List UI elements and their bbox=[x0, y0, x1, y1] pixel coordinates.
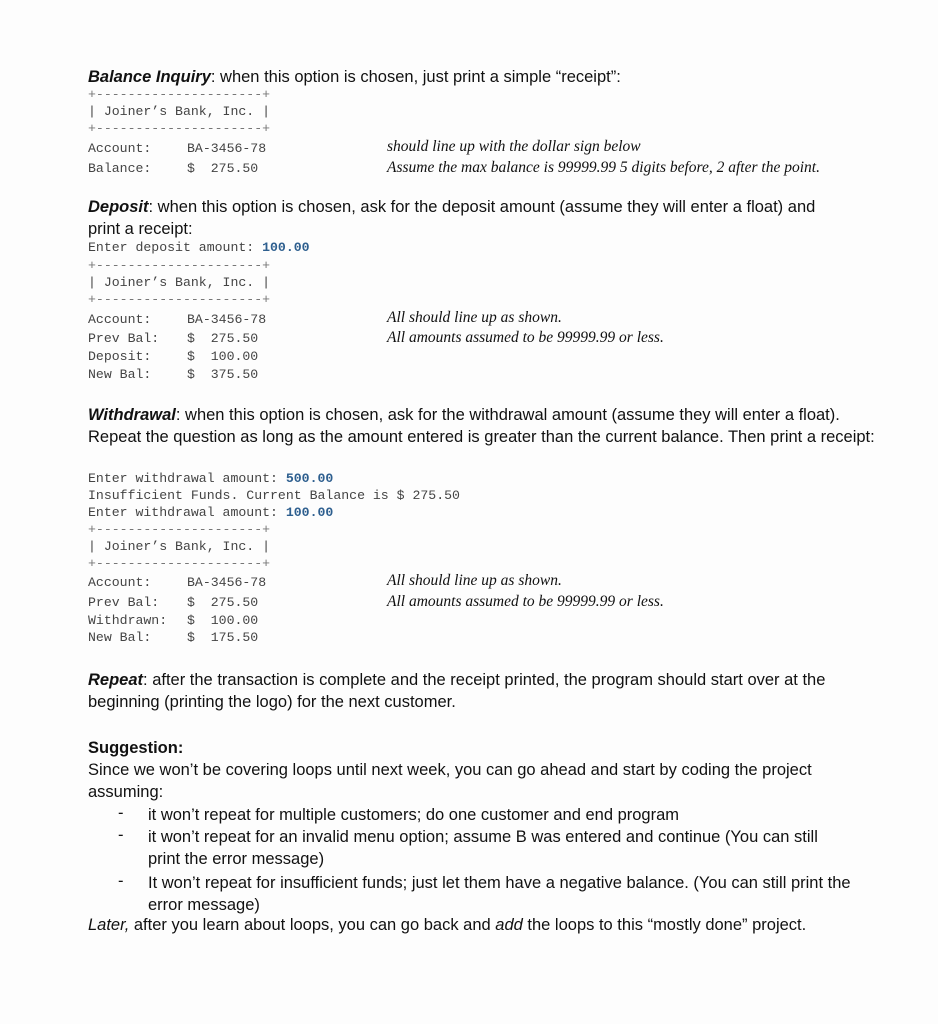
suggestion-heading: Suggestion: bbox=[88, 739, 184, 757]
withdrawal-heading: Withdrawal bbox=[88, 406, 176, 424]
withdrawal-new-label: New Bal: bbox=[88, 630, 152, 645]
withdrawal-prompt-2: Enter withdrawal amount: bbox=[88, 505, 286, 520]
withdrawal-entered-1: 500.00 bbox=[285, 471, 334, 486]
later-end: the loops to this “mostly done” project. bbox=[522, 916, 807, 934]
bullet-dash-1: - bbox=[118, 804, 124, 822]
suggestion-bullet-3: It won’t repeat for insufficient funds; just let them have a negative balance. (You can still print the error message) bbox=[148, 874, 851, 914]
balance-border-top: +---------------------+ bbox=[88, 87, 271, 102]
deposit-bank-name: | Joiner’s Bank, Inc. | bbox=[88, 275, 271, 290]
deposit-prompt-line bbox=[88, 239, 310, 257]
bullet-dash-3: - bbox=[118, 872, 124, 890]
deposit-prev-label: Prev Bal: bbox=[88, 331, 160, 346]
balance-note-1: should line up with the dollar sign below bbox=[387, 138, 641, 155]
repeat-heading: Repeat bbox=[88, 671, 144, 689]
withdrawal-prompt-line-1 bbox=[88, 470, 333, 488]
withdrawal-prompt-line-2 bbox=[88, 504, 333, 522]
deposit-prev-value: $ 275.50 bbox=[187, 331, 259, 346]
withdrawal-account-value: BA-3456-78 bbox=[187, 575, 267, 590]
deposit-amount-value: $ 100.00 bbox=[187, 349, 259, 364]
later-emphasis: Later, bbox=[88, 916, 130, 934]
deposit-amount-label: Deposit: bbox=[88, 349, 152, 364]
deposit-border-bottom: +---------------------+ bbox=[88, 292, 271, 307]
deposit-account-value: BA-3456-78 bbox=[187, 312, 267, 327]
withdrawal-entered-2: 100.00 bbox=[285, 505, 334, 520]
withdrawal-prev-label: Prev Bal: bbox=[88, 595, 160, 610]
balance-bank-name: | Joiner’s Bank, Inc. | bbox=[88, 104, 271, 119]
deposit-text: : when this option is chosen, ask for the deposit amount (assume they will enter a float) and print a receipt: bbox=[88, 198, 816, 238]
balance-text: : when this option is chosen, just print a simple “receipt”: bbox=[210, 68, 621, 86]
withdrawal-new-value: $ 175.50 bbox=[187, 630, 259, 645]
deposit-heading: Deposit bbox=[88, 198, 149, 216]
deposit-entered: 100.00 bbox=[262, 240, 310, 255]
balance-balance-value: $ 275.50 bbox=[187, 161, 259, 176]
later-middle: after you learn about loops, you can go back and bbox=[129, 916, 496, 934]
deposit-account-label: Account: bbox=[88, 312, 152, 327]
withdrawal-border-top: +---------------------+ bbox=[88, 522, 271, 537]
repeat-paragraph bbox=[88, 669, 868, 713]
deposit-prompt: Enter deposit amount: bbox=[88, 240, 263, 255]
balance-note-2: Assume the max balance is 99999.99 5 digits before, 2 after the point. bbox=[387, 159, 820, 176]
withdrawal-amount-label: Withdrawn: bbox=[88, 613, 168, 628]
withdrawal-border-bottom: +---------------------+ bbox=[88, 556, 271, 571]
suggestion-bullet-1: it won’t repeat for multiple customers; do one customer and end program bbox=[148, 806, 680, 824]
suggestion-intro: Since we won’t be covering loops until next week, you can go ahead and start by coding the project assuming: bbox=[88, 761, 812, 801]
deposit-new-label: New Bal: bbox=[88, 367, 152, 382]
balance-account-label: Account: bbox=[88, 141, 152, 156]
balance-border-bottom: +---------------------+ bbox=[88, 121, 271, 136]
withdrawal-text: : when this option is chosen, ask for the withdrawal amount (assume they will enter a float). Repeat the question as long as the amount entered is greater than the current balance. Then print a receipt: bbox=[88, 406, 875, 446]
repeat-text: : after the transaction is complete and the receipt printed, the program should start over at the beginning (printing the logo) for the next customer. bbox=[88, 671, 826, 711]
deposit-intro bbox=[88, 196, 848, 240]
balance-heading: Balance Inquiry bbox=[88, 68, 211, 86]
suggestion-later bbox=[88, 914, 888, 936]
withdrawal-insufficient: Insufficient Funds. Current Balance is $ 275.50 bbox=[88, 488, 460, 503]
withdrawal-amount-value: $ 100.00 bbox=[187, 613, 259, 628]
deposit-note-1: All should line up as shown. bbox=[387, 309, 562, 326]
balance-account-value: BA-3456-78 bbox=[187, 141, 267, 156]
withdrawal-note-1: All should line up as shown. bbox=[387, 572, 562, 589]
withdrawal-intro bbox=[88, 404, 878, 448]
suggestion-bullet-2: it won’t repeat for an invalid menu option; assume B was entered and continue (You can still print the error message) bbox=[148, 828, 818, 868]
balance-balance-label: Balance: bbox=[88, 161, 152, 176]
balance-intro bbox=[88, 66, 888, 88]
withdrawal-bank-name: | Joiner’s Bank, Inc. | bbox=[88, 539, 271, 554]
withdrawal-prompt-1: Enter withdrawal amount: bbox=[88, 471, 286, 486]
deposit-note-2: All amounts assumed to be 99999.99 or less. bbox=[387, 329, 664, 346]
withdrawal-prev-value: $ 275.50 bbox=[187, 595, 259, 610]
withdrawal-note-2: All amounts assumed to be 99999.99 or less. bbox=[387, 593, 664, 610]
withdrawal-account-label: Account: bbox=[88, 575, 152, 590]
deposit-border-top: +---------------------+ bbox=[88, 258, 271, 273]
bullet-dash-2: - bbox=[118, 826, 124, 844]
deposit-new-value: $ 375.50 bbox=[187, 367, 259, 382]
later-add-emphasis: add bbox=[495, 916, 523, 934]
